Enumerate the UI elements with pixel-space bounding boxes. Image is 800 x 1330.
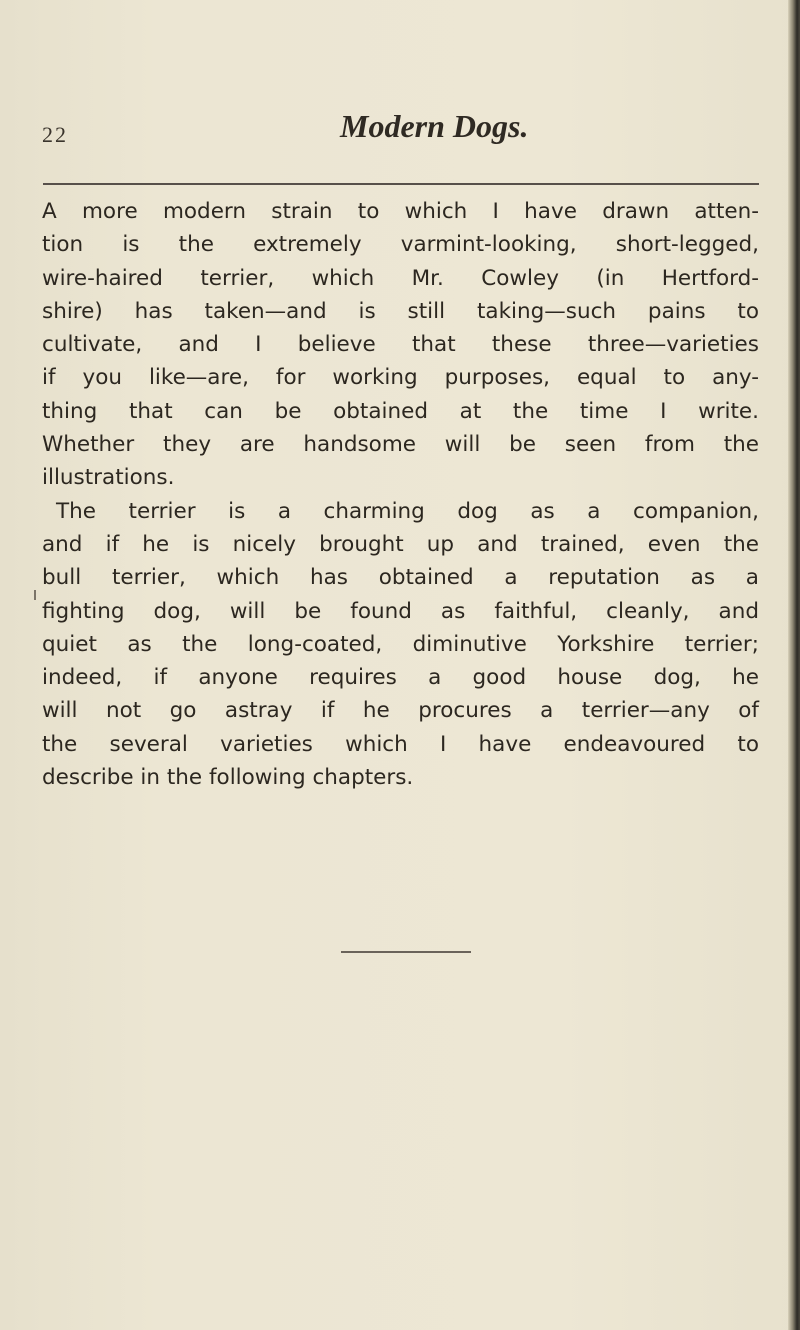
text-line: A more modern strain to which I have drawn atten- bbox=[42, 199, 759, 224]
margin-mark bbox=[34, 590, 36, 600]
body-text bbox=[42, 195, 759, 794]
text-line: The terrier is a charming dog as a companion, bbox=[56, 498, 759, 524]
text-line: wire-haired terrier, which Mr. Cowley (in Hertford- bbox=[42, 265, 759, 291]
running-title: Modern Dogs. bbox=[340, 108, 529, 144]
text-line: will not go astray if he procures a terrier—any of bbox=[42, 698, 759, 724]
text-line: if you like—are, for working purposes, equal to any- bbox=[42, 365, 759, 391]
text-line: thing that can be obtained at the time I write. bbox=[42, 398, 759, 424]
text-line: illustrations. bbox=[42, 465, 175, 491]
text-line: cultivate, and I believe that these three—varieties bbox=[42, 332, 759, 358]
text-line: fighting dog, will be found as faithful, cleanly, and bbox=[42, 598, 759, 624]
text-line: describe in the following chapters. bbox=[42, 765, 414, 791]
text-line: the several varieties which I have endeavoured to bbox=[42, 731, 759, 757]
text-line: tion is the extremely varmint-looking, short-legged, bbox=[42, 232, 759, 258]
header-rule bbox=[43, 183, 759, 185]
text-line: Whether they are handsome will be seen from the bbox=[42, 432, 759, 458]
text-line: bull terrier, which has obtained a reputation as a bbox=[42, 565, 759, 591]
page-number: 22 bbox=[42, 122, 68, 147]
text-line: and if he is nicely brought up and trained, even the bbox=[42, 531, 759, 557]
text-line: shire) has taken—and is still taking—such pains to bbox=[42, 298, 759, 324]
page-edge bbox=[788, 0, 800, 1330]
page-header bbox=[42, 108, 762, 168]
text-line: quiet as the long-coated, diminutive Yorkshire terrier; bbox=[42, 631, 759, 657]
end-rule bbox=[341, 951, 471, 953]
text-line: indeed, if anyone requires a good house dog, he bbox=[42, 665, 759, 691]
